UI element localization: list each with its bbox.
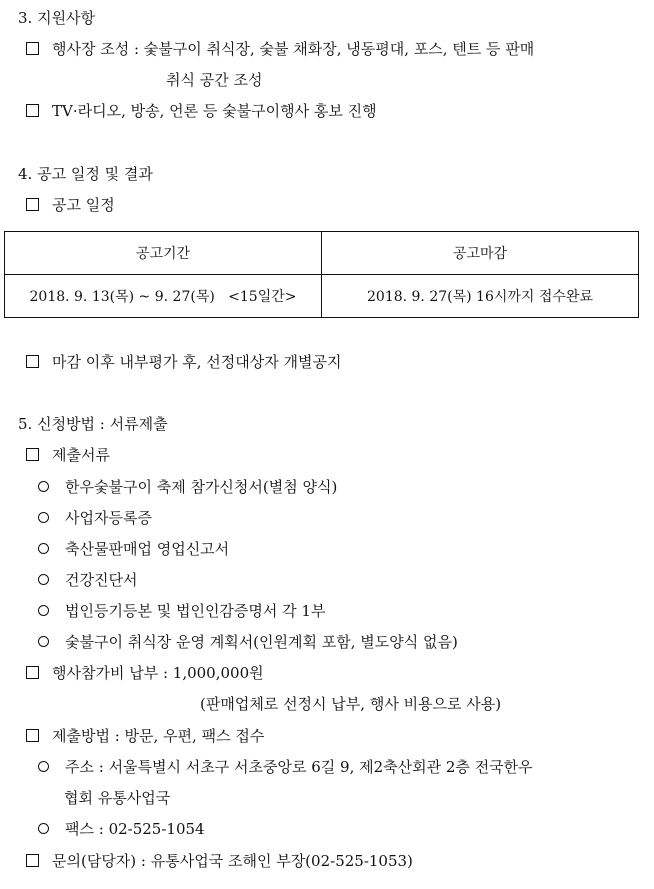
list-item xyxy=(38,756,533,778)
fax-item: 팩스 : 02-525-1054 xyxy=(65,820,205,838)
post-deadline-note: 마감 이후 내부평가 후, 선정대상자 개별공지 xyxy=(52,353,342,371)
circle-bullet-icon xyxy=(38,636,49,647)
list-item xyxy=(38,631,458,653)
address-item: 주소 : 서울특별시 서초구 서초중앙로 6길 9, 제2축산회관 2층 전국한우 xyxy=(65,758,533,776)
doc-item: 건강진단서 xyxy=(65,571,138,589)
fee-note: (판매업체로 선정시 납부, 행사 비용으로 사용) xyxy=(200,695,502,713)
doc-item: 법인등기등본 및 법인인감증명서 각 1부 xyxy=(65,602,326,620)
schedule-table xyxy=(4,231,639,318)
list-item xyxy=(26,850,413,872)
list-item xyxy=(26,100,377,122)
square-bullet-icon xyxy=(26,729,39,742)
support-item-venue: 행사장 조성 : 숯불구이 취식장, 숯불 채화장, 냉동평대, 포스, 텐트 등 판매 xyxy=(52,40,535,58)
fee-item: 행사참가비 납부 : 1,000,000원 xyxy=(52,664,264,682)
list-item xyxy=(26,351,341,373)
table-row xyxy=(5,275,639,318)
list-item xyxy=(26,662,264,684)
circle-bullet-icon xyxy=(38,823,49,834)
square-bullet-icon xyxy=(26,104,39,117)
section-5-heading: 5. 신청방법 : 서류제출 xyxy=(18,415,168,433)
circle-bullet-icon xyxy=(38,543,49,554)
address-cont: 협회 유통사업국 xyxy=(64,789,171,807)
table-header-deadline: 공고마감 xyxy=(322,232,639,275)
table-header-row xyxy=(5,232,639,275)
table-header-period: 공고기간 xyxy=(5,232,322,275)
support-item-promo: TV·라디오, 방송, 언론 등 숯불구이행사 홍보 진행 xyxy=(52,102,377,120)
table-cell-deadline: 2018. 9. 27(목) 16시까지 접수완료 xyxy=(322,275,639,318)
support-item-venue-cont: 취식 공간 조성 xyxy=(166,71,263,89)
method-item: 제출방법 : 방문, 우편, 팩스 접수 xyxy=(52,727,265,745)
section-4-heading: 4. 공고 일정 및 결과 xyxy=(18,165,153,183)
circle-bullet-icon xyxy=(38,481,49,492)
square-bullet-icon xyxy=(26,666,39,679)
list-item xyxy=(38,600,325,622)
schedule-subheading: 공고 일정 xyxy=(52,196,115,214)
section-3-heading: 3. 지원사항 xyxy=(18,9,96,27)
list-item xyxy=(38,569,137,591)
doc-item: 사업자등록증 xyxy=(65,509,152,527)
square-bullet-icon xyxy=(26,42,39,55)
list-item xyxy=(26,725,264,747)
doc-item: 숯불구이 취식장 운영 계획서(인원계획 포함, 별도양식 없음) xyxy=(65,633,458,651)
doc-item: 축산물판매업 영업신고서 xyxy=(65,540,230,558)
list-item xyxy=(38,507,152,529)
contact-item: 문의(담당자) : 유통사업국 조해인 부장(02-525-1053) xyxy=(52,852,413,870)
list-item xyxy=(26,444,110,466)
square-bullet-icon xyxy=(26,448,39,461)
list-item xyxy=(38,818,205,840)
doc-item: 한우숯불구이 축제 참가신청서(별첨 양식) xyxy=(65,478,338,496)
list-item xyxy=(26,38,534,60)
list-item xyxy=(38,476,337,498)
circle-bullet-icon xyxy=(38,605,49,616)
square-bullet-icon xyxy=(26,854,39,867)
square-bullet-icon xyxy=(26,198,39,211)
circle-bullet-icon xyxy=(38,574,49,585)
list-item xyxy=(38,538,229,560)
square-bullet-icon xyxy=(26,355,39,368)
list-item xyxy=(26,194,115,216)
table-cell-period: 2018. 9. 13(목) ~ 9. 27(목) <15일간> xyxy=(5,275,322,318)
circle-bullet-icon xyxy=(38,512,49,523)
circle-bullet-icon xyxy=(38,761,49,772)
docs-heading: 제출서류 xyxy=(52,446,110,464)
